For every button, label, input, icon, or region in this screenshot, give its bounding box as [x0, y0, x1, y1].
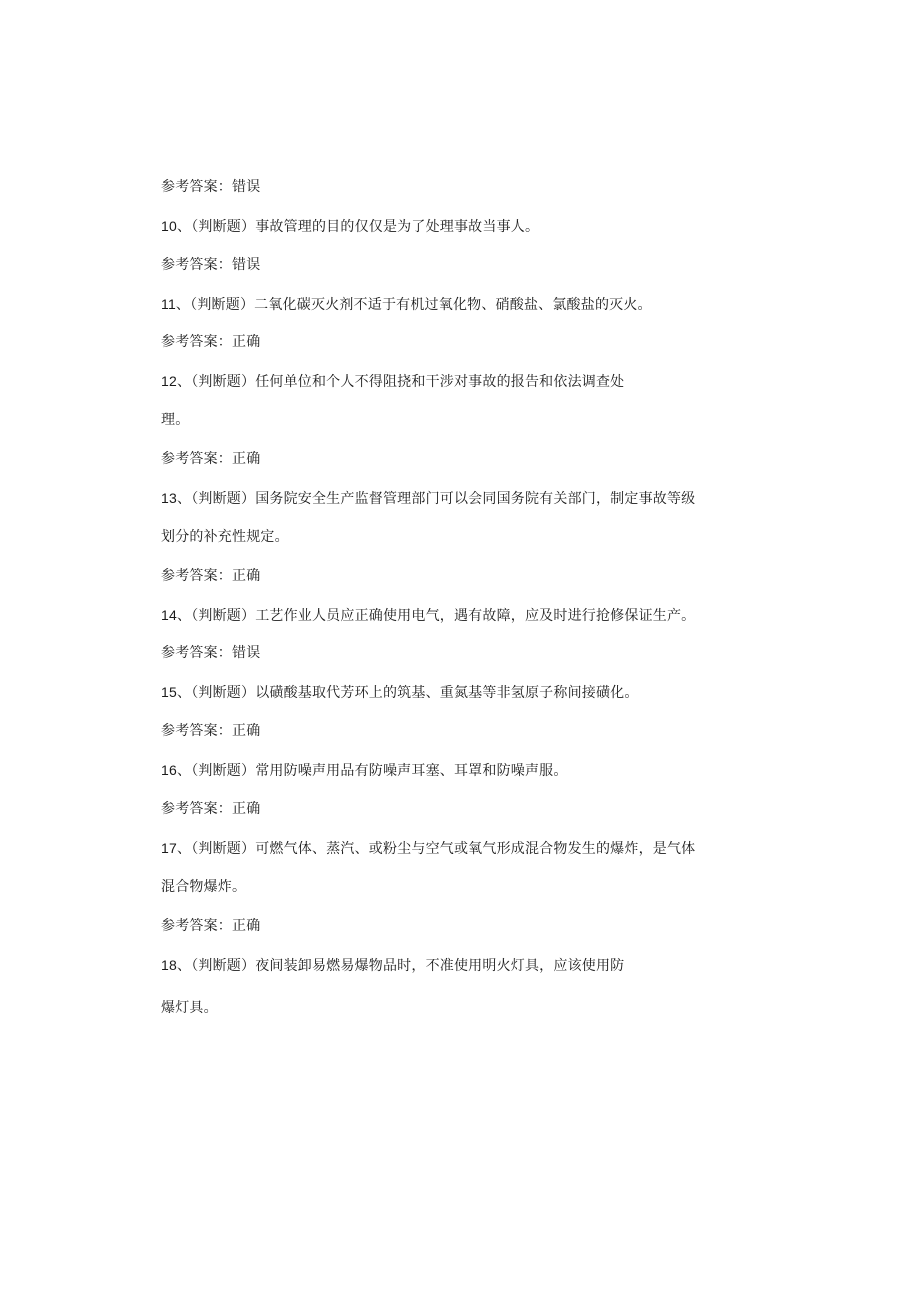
- question-number: 10、: [161, 218, 192, 234]
- answer-line-17: [161, 917, 260, 935]
- question-type: （判断题）: [191, 841, 256, 857]
- question-type: （判断题）: [191, 958, 256, 974]
- question-number: 12、: [161, 373, 192, 389]
- answer-line-9: [161, 178, 260, 196]
- question-17-continuation: 混合物爆炸。: [161, 879, 247, 895]
- answer-line-16: [161, 800, 260, 818]
- answer-prefix: 参考答案：: [161, 918, 232, 934]
- answer-line-15: [161, 722, 260, 740]
- question-text: 常用防噪声用品有防噪声耳塞、耳罩和防噪声服。: [255, 763, 568, 779]
- question-number: 15、: [161, 684, 192, 700]
- answer-prefix: 参考答案：: [161, 257, 232, 273]
- answer-prefix: 参考答案：: [161, 451, 232, 467]
- question-14: [161, 606, 695, 625]
- question-text: 工艺作业人员应正确使用电气，遇有故障，应及时进行抢修保证生产。: [255, 608, 696, 624]
- question-18-continuation: 爆灯具。: [161, 1000, 218, 1016]
- answer-value: 正确: [232, 801, 261, 817]
- question-16: [161, 761, 568, 780]
- question-type: （判断题）: [191, 608, 256, 624]
- answer-value: 正确: [232, 334, 261, 350]
- question-text: 可燃气体、蒸汽、或粉尘与空气或氧气形成混合物发生的爆炸，是气体: [255, 841, 696, 857]
- question-text: 事故管理的目的仅仅是为了处理事故当事人。: [255, 219, 540, 235]
- answer-line-12: [161, 450, 260, 468]
- question-text: 二氧化碳灭火剂不适于有机过氧化物、硝酸盐、氯酸盐的灭火。: [254, 297, 652, 313]
- question-13-continuation: 划分的补充性规定。: [161, 529, 289, 545]
- question-number: 14、: [161, 607, 192, 623]
- answer-prefix: 参考答案：: [161, 801, 232, 817]
- answer-value: 正确: [232, 918, 261, 934]
- question-type: （判断题）: [191, 219, 256, 235]
- question-number: 16、: [161, 762, 192, 778]
- question-type: （判断题）: [191, 374, 256, 390]
- question-text: 任何单位和个人不得阻挠和干涉对事故的报告和依法调查处: [255, 374, 625, 390]
- question-text: 国务院安全生产监督管理部门可以会同国务院有关部门，制定事故等级: [255, 491, 696, 507]
- answer-line-14: [161, 644, 260, 662]
- question-text: 夜间装卸易燃易爆物品时，不准使用明火灯具，应该使用防: [255, 958, 625, 974]
- answer-prefix: 参考答案：: [161, 568, 232, 584]
- question-type: （判断题）: [191, 685, 256, 701]
- answer-prefix: 参考答案：: [161, 723, 232, 739]
- answer-value: 错误: [232, 645, 261, 661]
- answer-line-10: [161, 256, 260, 274]
- question-number: 13、: [161, 490, 192, 506]
- answer-prefix: 参考答案：: [161, 179, 232, 195]
- question-12-continuation: 理。: [161, 412, 190, 428]
- answer-value: 错误: [232, 257, 261, 273]
- answer-prefix: 参考答案：: [161, 645, 232, 661]
- answer-value: 正确: [232, 568, 261, 584]
- answer-prefix: 参考答案：: [161, 334, 232, 350]
- answer-value: 正确: [232, 451, 261, 467]
- answer-line-11: [161, 333, 260, 351]
- answer-value: 错误: [232, 179, 261, 195]
- question-type: （判断题）: [191, 763, 256, 779]
- question-17: [161, 839, 695, 858]
- question-type: （判断题）: [190, 297, 255, 313]
- answer-value: 正确: [232, 723, 261, 739]
- question-11: [161, 295, 652, 314]
- question-15: [161, 683, 639, 702]
- question-13: [161, 489, 695, 508]
- question-number: 17、: [161, 840, 192, 856]
- answer-line-13: [161, 567, 260, 585]
- question-text: 以磺酸基取代芳环上的筑基、重氮基等非氢原子称间接磺化。: [255, 685, 639, 701]
- question-type: （判断题）: [191, 491, 256, 507]
- question-10: [161, 217, 539, 236]
- question-number: 11、: [161, 296, 191, 312]
- question-12: [161, 372, 624, 391]
- question-18: [161, 956, 624, 975]
- question-number: 18、: [161, 957, 192, 973]
